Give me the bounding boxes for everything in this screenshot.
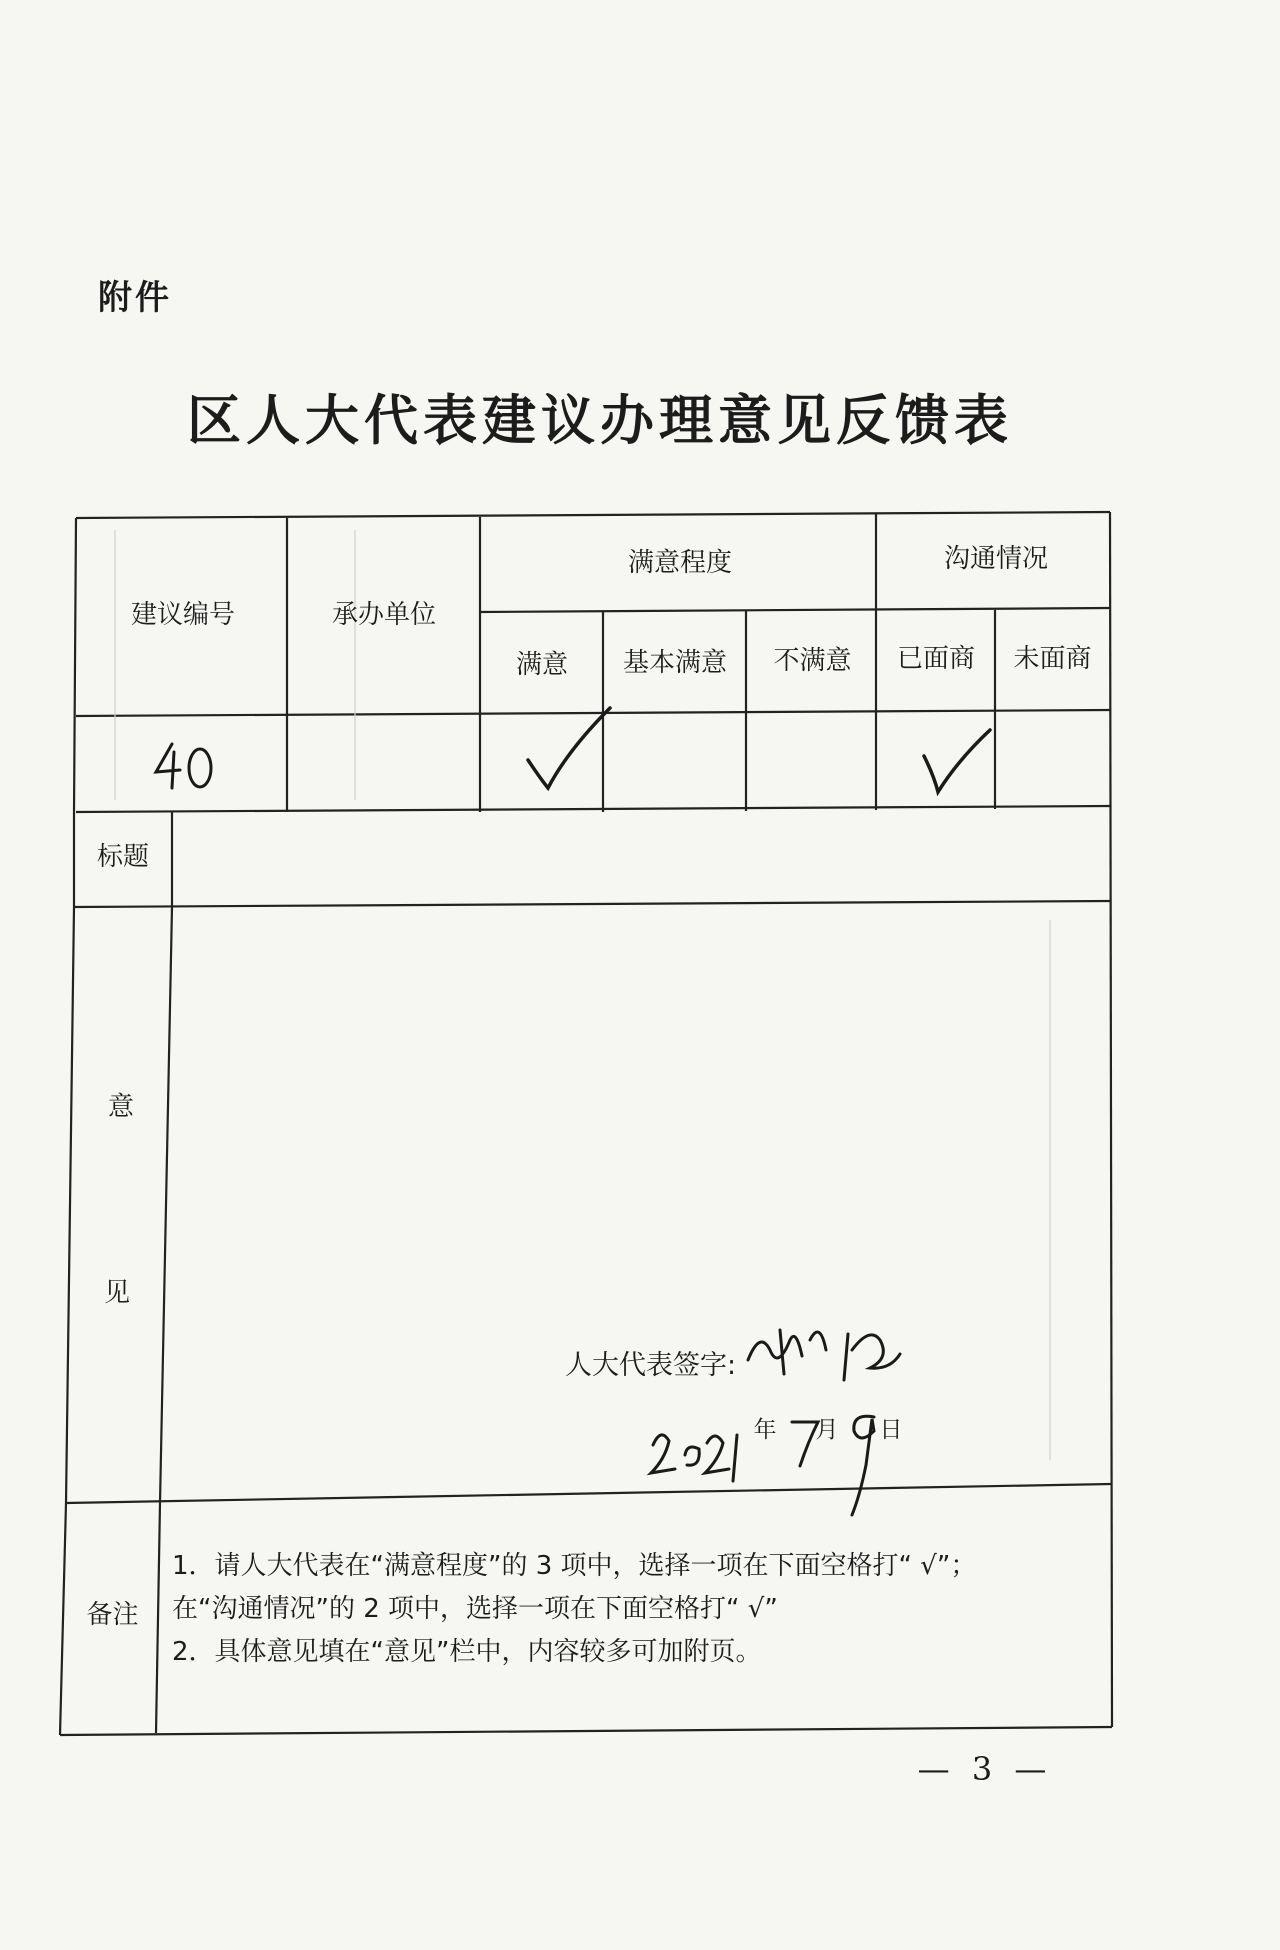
header-not-satisfied: 不满意 (773, 646, 852, 676)
opinion-label-char-1: 意 (107, 1092, 134, 1122)
header-handling-unit: 承办单位 (331, 600, 436, 630)
subject-label: 标题 (96, 842, 149, 872)
year-label: 年 (753, 1417, 777, 1443)
page-number: — 3 — (917, 1750, 1053, 1788)
opinion-label-char-2: 见 (103, 1278, 130, 1308)
header-satisfaction: 满意程度 (627, 548, 732, 578)
note-line-2: 在“沟通情况”的 2 项中，选择一项在下面空格打“ √” (172, 1594, 778, 1624)
month-label: 月 (815, 1417, 839, 1443)
attachment-label: 附件 (98, 278, 172, 318)
signature-label: 人大代表签字: (565, 1350, 737, 1381)
header-basically-satisfied: 基本满意 (622, 648, 727, 678)
day-label: 日 (879, 1417, 903, 1443)
note-line-1: 1．请人大代表在“满意程度”的 3 项中，选择一项在下面空格打“ √”； (172, 1551, 977, 1581)
notes-label: 备注 (86, 1600, 139, 1630)
header-communication: 沟通情况 (943, 544, 1048, 574)
page-title: 区人大代表建议办理意见反馈表 (187, 388, 1013, 452)
note-line-3: 2．具体意见填在“意见”栏中，内容较多可加附页。 (172, 1637, 762, 1667)
header-met: 已面商 (896, 644, 975, 674)
header-satisfied: 满意 (515, 650, 568, 680)
notes-list (172, 1545, 1072, 1674)
header-not-met: 未面商 (1013, 644, 1092, 674)
header-suggestion-no: 建议编号 (130, 600, 235, 630)
